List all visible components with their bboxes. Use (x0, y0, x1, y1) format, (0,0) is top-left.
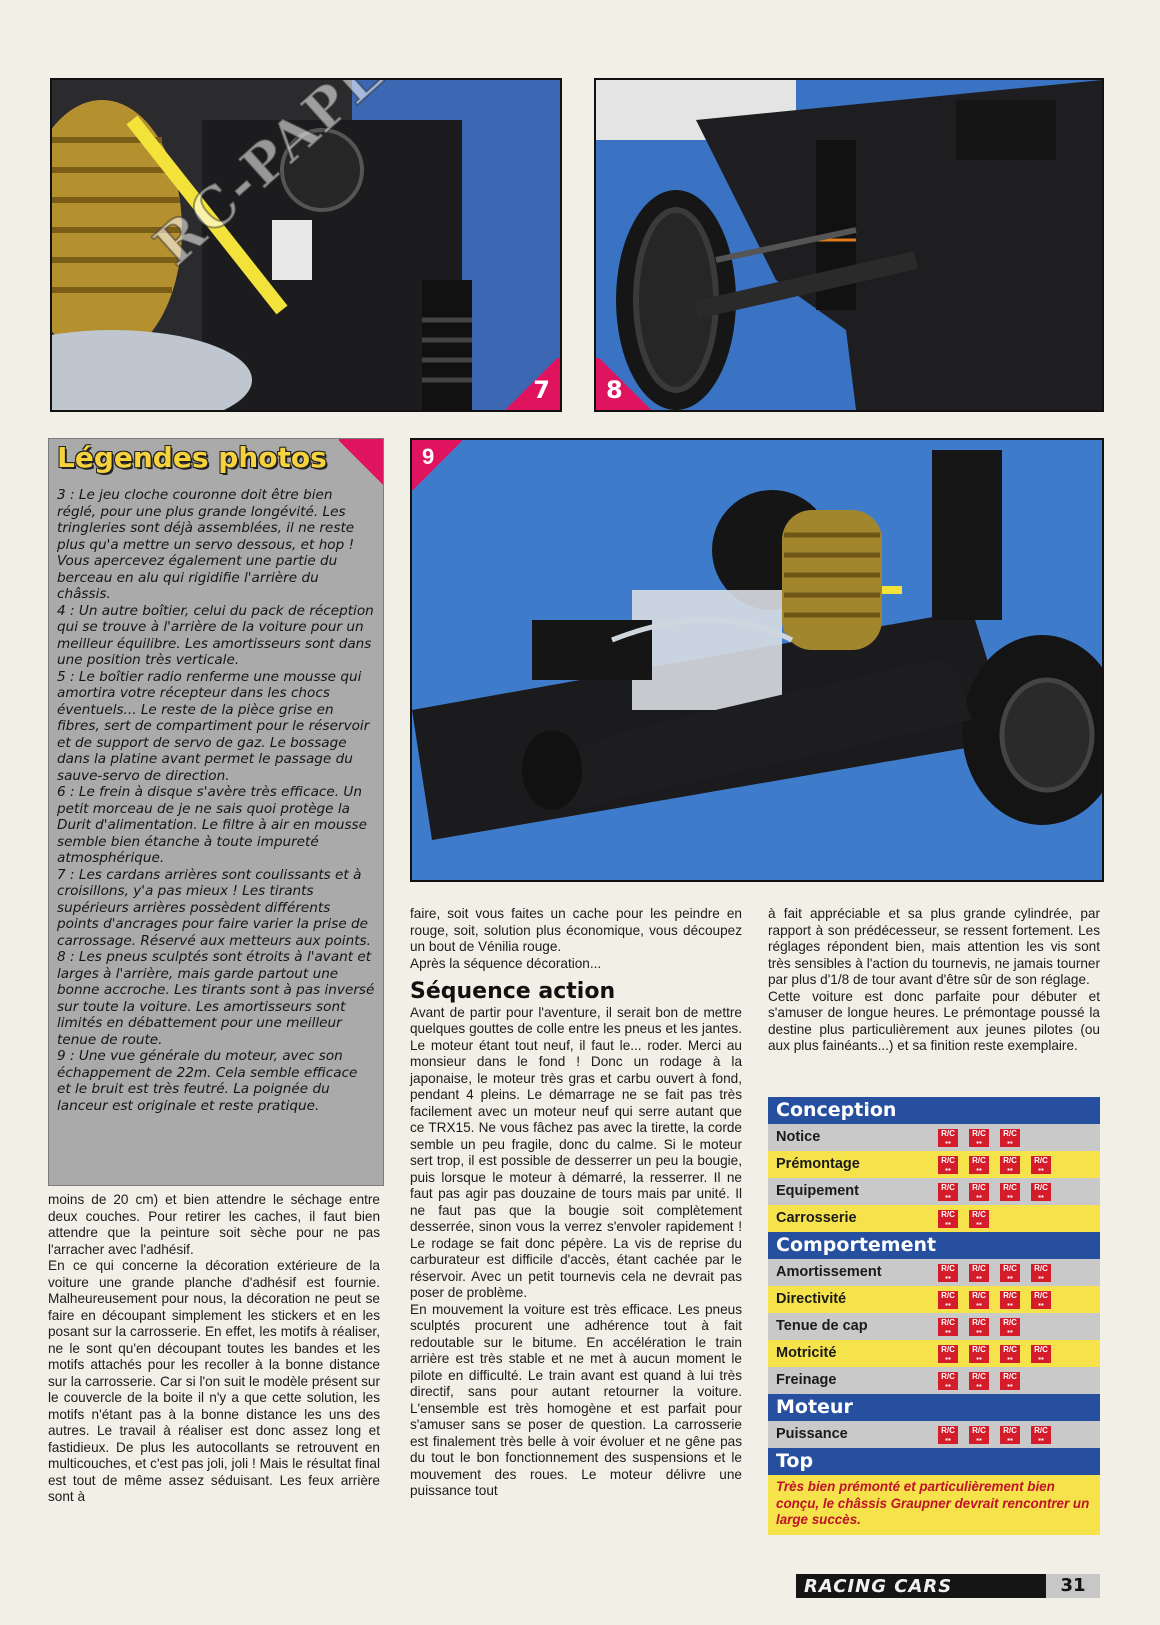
rc-racing-cars-logo-icon: R/C ▪▪ (1000, 1264, 1020, 1282)
photo-number-8-text: 8 (606, 376, 623, 404)
rc-racing-cars-logo-icon: R/C ▪▪ (1031, 1264, 1051, 1282)
legend-item: 9 : Une vue générale du moteur, avec son échappement de 22m. Cela semble efficace et le bruit est très feutré. La poignée du lanceur est originale et reste pratique. (57, 1048, 358, 1114)
rating-label: Amortissement (776, 1264, 882, 1280)
rating-logos (938, 1210, 1000, 1237)
legend-item: 4 : Un autre boîtier, celui du pack de réception qui se trouve à l'arrière de la voiture pour un meilleur équilibre. Les amortisseurs sont dans une position très verticale. (57, 602, 374, 668)
photo-9 (410, 438, 1104, 882)
rating-row-freinage (768, 1367, 1100, 1394)
legend-item: 7 : Les cardans arrières sont coulissants et à croisillons, y'a pas mieux ! Les tirants supérieurs arrières possèdent différents points d'ancrages pour faire varier la prise de carrossage. Réservé aux metteurs aux points. (57, 866, 371, 949)
paragraph: moins de 20 cm) et bien attendre le séchage entre deux couches. Pour retirer les caches, il faut bien attendre que la peinture soit sèche pour ne pas l'arracher avec l'adhésif. (48, 1192, 380, 1257)
legend-item: 5 : Le boîtier radio renferme une mousse qui amortira votre récepteur dans les chocs éventuels... Le reste de la pièce grise en fibres, sert de compartiment pour le réservoir et de support de servo de gaz. Le bossage dans la platine avant permet le passage du sauve-servo de direction. (57, 668, 370, 784)
rc-racing-cars-logo-icon: R/C ▪▪ (969, 1345, 989, 1363)
rating-label: Puissance (776, 1426, 848, 1442)
photo-number-9 (412, 440, 464, 490)
rc-racing-cars-logo-icon: R/C ▪▪ (1000, 1291, 1020, 1309)
page-footer (796, 1574, 1100, 1598)
magazine-brand: RACING CARS (804, 1576, 953, 1597)
rating-label: Motricité (776, 1345, 837, 1361)
rating-top-text: Très bien prémonté et particulièrement bien conçu, le châssis Graupner devrait rencontrer un large succès. (768, 1475, 1100, 1535)
rc-racing-cars-logo-icon: R/C ▪▪ (969, 1129, 989, 1147)
rc-racing-cars-logo-icon: R/C ▪▪ (938, 1318, 958, 1336)
rating-row-directivite (768, 1286, 1100, 1313)
column-3 (768, 906, 1100, 1055)
rating-label: Equipement (776, 1183, 859, 1199)
photo-8-image (596, 80, 1102, 410)
rc-racing-cars-logo-icon: R/C ▪▪ (969, 1264, 989, 1282)
paragraph: En mouvement la voiture est très efficace. Les pneus sculptés procurent une adhérence tout à fait redoutable sur le bitume. En accélération le train arrière est très stable et ne met à aucun moment le pilote en difficulté. Le train avant est quand à lui très directif, sans pour autant retourner la voiture. L'ensemble est très homogène et est parfait pour s'amuser sans se poser de question. La carrosserie est finalement très belle à voir évoluer et ne gêne pas du tout le bon fonctionnement des suspensions et le mouvement des roues. Le moteur délivre une puissance tout (410, 1301, 742, 1498)
rating-header-moteur: Moteur (768, 1394, 1100, 1421)
rc-racing-cars-logo-icon: R/C ▪▪ (1031, 1291, 1051, 1309)
rc-racing-cars-logo-icon: R/C ▪▪ (1031, 1183, 1051, 1201)
legend-item: 6 : Le frein à disque s'avère très efficace. Un petit morceau de je ne sais quoi protège la Durit d'alimentation. Le filtre à air en mousse semble bien étanche à toute impureté atmosphérique. (57, 784, 368, 866)
rc-racing-cars-logo-icon: R/C ▪▪ (938, 1291, 958, 1309)
rc-racing-cars-logo-icon: R/C ▪▪ (1000, 1156, 1020, 1174)
rating-label: Prémontage (776, 1156, 860, 1172)
rating-row-motricite (768, 1340, 1100, 1367)
rating-label: Tenue de cap (776, 1318, 868, 1334)
rc-racing-cars-logo-icon: R/C ▪▪ (938, 1264, 958, 1282)
column-2 (410, 906, 742, 1500)
legend-box (48, 438, 384, 1186)
rating-row-carrosserie (768, 1205, 1100, 1232)
rating-row-premontage (768, 1151, 1100, 1178)
rc-racing-cars-logo-icon: R/C ▪▪ (938, 1345, 958, 1363)
rating-row-tenue-de-cap (768, 1313, 1100, 1340)
legend-title: Légendes photos (57, 441, 327, 474)
rc-racing-cars-logo-icon: R/C ▪▪ (1000, 1426, 1020, 1444)
legend-text (57, 487, 375, 1114)
rc-racing-cars-logo-icon: R/C ▪▪ (969, 1183, 989, 1201)
rc-racing-cars-logo-icon: R/C ▪▪ (938, 1210, 958, 1228)
photo-8 (594, 78, 1104, 412)
photo-number-9-text: 9 (422, 444, 435, 469)
rc-racing-cars-logo-icon: R/C ▪▪ (938, 1129, 958, 1147)
rating-label: Directivité (776, 1291, 847, 1307)
legend-item: 8 : Les pneus sculptés sont étroits à l'avant et larges à l'arrière, mais garde partout une bonne accroche. Les tirants sont à pas inversé sur toute la voiture. Les amortisseurs sont limités en débattement pour une meilleur tenue de route. (57, 949, 375, 1048)
rc-racing-cars-logo-icon: R/C ▪▪ (969, 1291, 989, 1309)
paragraph: faire, soit vous faites un cache pour les peindre en rouge, soit, solution plus économique, vous découpez un bout de Vénilia rouge. (410, 906, 742, 954)
rc-racing-cars-logo-icon: R/C ▪▪ (1000, 1345, 1020, 1363)
rc-racing-cars-logo-icon: R/C ▪▪ (969, 1210, 989, 1228)
legend-corner-decoration (339, 439, 383, 487)
rc-racing-cars-logo-icon: R/C ▪▪ (969, 1318, 989, 1336)
rc-racing-cars-logo-icon: R/C ▪▪ (969, 1426, 989, 1444)
section-title: Séquence action (410, 979, 616, 1004)
rc-racing-cars-logo-icon: R/C ▪▪ (938, 1156, 958, 1174)
rc-racing-cars-logo-icon: R/C ▪▪ (938, 1372, 958, 1390)
paragraph: Après la séquence décoration... (410, 955, 602, 971)
paragraph: En ce qui concerne la décoration extérieure de la voiture une grande planche d'adhésif est fournie. Malheureusement pour nous, la décoration ne peut se faire en découpant simplement les stickers et en les posant sur la carrosserie. En effet, les motifs à réaliser, ne le sont qu'en découpant toutes les bandes et les motifs attachés pour les recoller à la bonne distance sur la carrosserie. Car si l'on suit le modèle présent sur le couvercle de la boite il n'y a que cette solution, les motifs n'étant pas à la bonne distance les uns des autres. Le travail à réaliser est donc assez long et fastidieux. De plus les autocollants se retrouvent en multicouches, et c'est pas joli, joli ! Mais le résultat final est tout de même assez séduisant. Les feux arrière sont à (48, 1258, 380, 1504)
rating-label: Carrosserie (776, 1210, 857, 1226)
rating-label: Notice (776, 1129, 821, 1145)
rc-racing-cars-logo-icon: R/C ▪▪ (1031, 1345, 1051, 1363)
paragraph: Cette voiture est donc parfaite pour débuter et s'amuser de longue heures. Le prémontage poussé la destine plus particulièrement aux jeunes pilotes (ou aux plus fainéants...) et sa finition reste exemplaire. (768, 988, 1100, 1053)
rc-racing-cars-logo-icon: R/C ▪▪ (938, 1426, 958, 1444)
rating-header-top: Top (768, 1448, 1100, 1475)
rating-row-amortissement (768, 1259, 1100, 1286)
rc-racing-cars-logo-icon: R/C ▪▪ (969, 1156, 989, 1174)
rating-row-puissance (768, 1421, 1100, 1448)
rating-row-notice (768, 1124, 1100, 1151)
rc-racing-cars-logo-icon: R/C ▪▪ (1000, 1183, 1020, 1201)
rating-row-equipement (768, 1178, 1100, 1205)
rating-logos (938, 1426, 1062, 1453)
rating-header-conception: Conception (768, 1097, 1100, 1124)
paragraph: à fait appréciable et sa plus grande cylindrée, par rapport à son prédécesseur, se ressent fortement. Les réglages répondent bien, mais attention les vis sont très sensibles à l'action du tournevis, ne jamais tourner par plus d'1/8 de tour avant d'être sûr de son réglage. (768, 906, 1100, 987)
photo-9-image (412, 440, 1102, 880)
rc-racing-cars-logo-icon: R/C ▪▪ (938, 1183, 958, 1201)
photo-number-7-text: 7 (533, 376, 550, 404)
rating-label: Freinage (776, 1372, 837, 1388)
rc-racing-cars-logo-icon: R/C ▪▪ (1000, 1318, 1020, 1336)
paragraph: Avant de partir pour l'aventure, il serait bon de mettre quelques gouttes de colle entre les pneus et les jantes. Le moteur étant tout neuf, il faut le... roder. Merci au monsieur dans le fond ! Donc un rodage à la japonaise, le moteur très gras et carbu ouvert à fond, pendant 4 pleins. Le démarrage ne se fait pas très facilement avec un moteur neuf qui serre autant que ce TRX15. Ne vous fâchez pas avec la tirette, la corde semble un peu fragile, donc du calme. Si le moteur sert trop, il est possible de desserrer un peu la bougie, puis lorsque le moteur à démarré, la resserrer. Il ne faut pas agir pas douzaine de tours mais par unité. Il ne faut pas que la bougie soit complètement desserrée, sinon vous la verrez s'envoler rapidement ! Le rodage se fait donc pépère. La vis de reprise du carburateur est difficile d'accès, étant cachée par le réservoir. Avec un petit tournevis cela ne devrait pas poser de problème. (410, 1004, 742, 1300)
rc-racing-cars-logo-icon: R/C ▪▪ (1000, 1129, 1020, 1147)
photo-number-7 (502, 358, 560, 410)
page-number: 31 (1046, 1574, 1100, 1598)
photo-7 (50, 78, 562, 412)
rc-racing-cars-logo-icon: R/C ▪▪ (969, 1372, 989, 1390)
photo-number-8 (596, 358, 654, 410)
rating-header-comportement: Comportement (768, 1232, 1100, 1259)
rc-racing-cars-logo-icon: R/C ▪▪ (1031, 1156, 1051, 1174)
rating-logos (938, 1372, 1031, 1399)
column-1 (48, 1192, 380, 1506)
legend-item: 3 : Le jeu cloche couronne doit être bien réglé, pour une plus grande longévité. Les tringleries sont déjà assemblées, il ne reste plus qu'a mettre un servo dessous, et hop ! Vous apercevez également une partie du berceau en alu qui rigidifie l'arrière du châssis. (57, 487, 355, 602)
rc-racing-cars-logo-icon: R/C ▪▪ (1000, 1372, 1020, 1390)
rating-table (768, 1097, 1100, 1535)
rc-racing-cars-logo-icon: R/C ▪▪ (1031, 1426, 1051, 1444)
